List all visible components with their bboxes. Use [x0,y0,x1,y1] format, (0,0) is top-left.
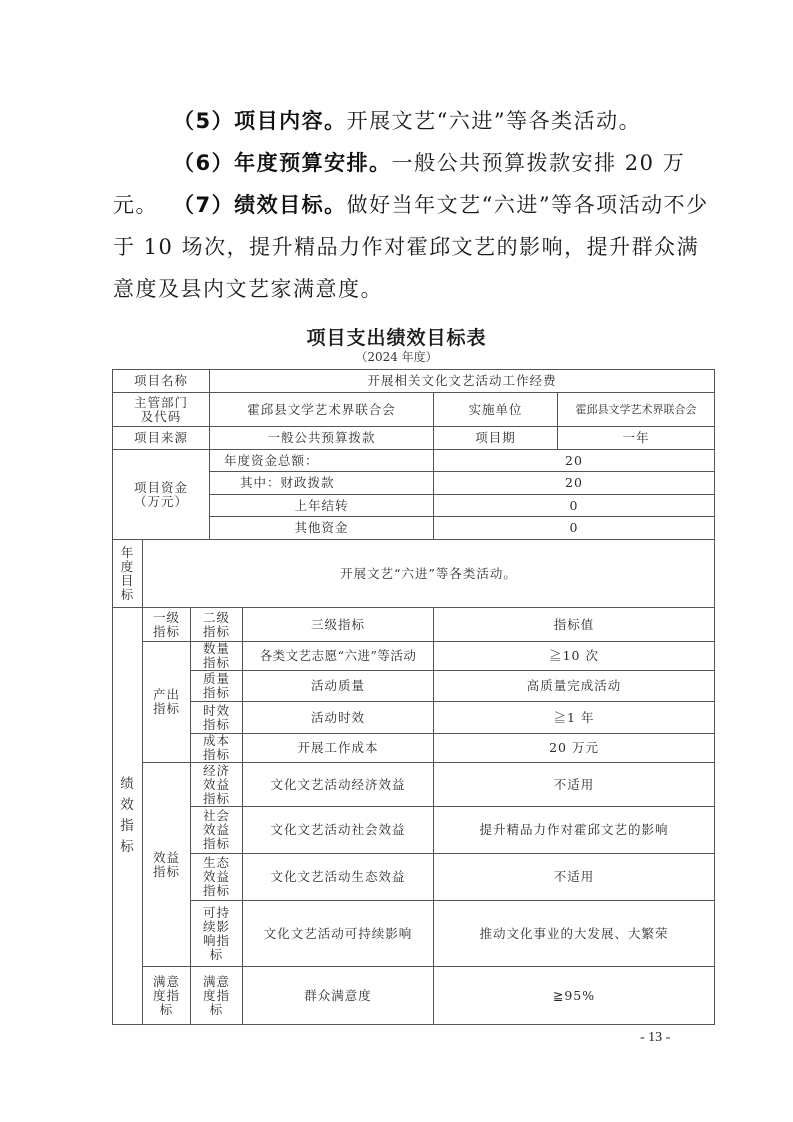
cell-text: 成本 指标 [202,733,230,762]
dept-label-line1: 主管部门 [133,394,188,410]
header-level1 [143,608,191,642]
page-number: - 13 - [640,1030,671,1045]
header-value: 指标值 [434,608,715,642]
period-value: 一年 [558,427,715,450]
benefit-value: 不适用 [434,854,715,901]
cell-text: 一级 指标 [152,609,180,639]
paragraph-performance-goal [113,184,713,310]
cell-text: 产出 指标 [152,687,180,716]
funds-total-label: 年度资金总额： [210,450,434,472]
perf-indicators-label-text: 绩 效 指 标 [120,776,135,855]
table-row [113,427,715,450]
cell-text: 时效 指标 [202,702,230,732]
benefit-level2 [191,763,243,807]
table-row [113,763,715,807]
cell-text: 效益 指标 [152,849,180,879]
cell-text: 经济 效益 指标 [202,762,230,806]
impl-label: 实施单位 [434,393,558,427]
table-row [113,370,715,393]
performance-target-table [112,369,715,1025]
cell-text: 生态 效益 指标 [202,855,230,898]
output-level3: 活动时效 [243,702,434,734]
output-value: 高质量完成活动 [434,671,715,702]
table-row [113,901,715,967]
table-row [113,450,715,472]
table-row [113,608,715,642]
dept-label [113,393,210,427]
header-level2 [191,608,243,642]
source-label: 项目来源 [113,427,210,450]
annual-goal-label [113,540,143,608]
funds-carryover-label: 上年结转 [210,495,434,517]
project-name-value: 开展相关文化文艺活动工作经费 [210,370,715,393]
satisfaction-level3: 群众满意度 [243,967,434,1025]
header-level3: 三级指标 [243,608,434,642]
funds-other-label: 其他资金 [210,517,434,540]
output-level2 [191,642,243,671]
table-row [113,393,715,427]
table-row [113,642,715,671]
output-value: 20 万元 [434,734,715,763]
table-subtitle: （2024 年度） [355,350,438,364]
benefit-level3: 文化文艺活动经济效益 [243,763,434,807]
funds-label [113,450,210,540]
impl-value: 霍邱县文学艺术界联合会 [558,393,715,427]
paragraph-heading: （6）年度预算安排。 [173,151,392,175]
period-label: 项目期 [434,427,558,450]
benefit-level2 [191,901,243,967]
satisfaction-level2 [191,967,243,1025]
benefit-level2 [191,807,243,854]
table-row [113,734,715,763]
funds-fiscal-value: 20 [434,472,715,495]
annual-goal-value: 开展文艺“六进”等各类活动。 [143,540,715,608]
benefit-value: 不适用 [434,763,715,807]
cell-text: 满意 度指 标 [202,973,230,1017]
output-level3: 活动质量 [243,671,434,702]
output-level2 [191,734,243,763]
funds-label-line1: 项目资金 [133,479,188,495]
cell-text: 可持 续影 响指 标 [202,904,230,962]
paragraph-body: 做好当年文艺“六进”等各项活动不少于 10 场次，提升精品力作对霍邱文艺的影响，提升群众满意度及县内文艺家满意度。 [113,193,709,301]
output-level2 [191,671,243,702]
table-row [113,540,715,608]
output-level3: 各类文艺志愿“六进”等活动 [243,642,434,671]
table-row [113,702,715,734]
benefit-value: 提升精品力作对霍邱文艺的影响 [434,807,715,854]
dept-value: 霍邱县文学艺术界联合会 [210,393,434,427]
project-name-label: 项目名称 [113,370,210,393]
output-value: ≧1 年 [434,702,715,734]
perf-indicators-label [113,608,143,1025]
funds-carryover-value: 0 [434,495,715,517]
funds-fiscal-label: 其中：财政拨款 [210,472,434,495]
benefit-level3: 文化文艺活动生态效益 [243,854,434,901]
source-value: 一般公共预算拨款 [210,427,434,450]
paragraph-heading: （5）项目内容。 [173,109,347,133]
funds-total-value: 20 [434,450,715,472]
output-level2 [191,702,243,734]
funds-label-line2: （万元） [133,493,188,509]
dept-label-line2: 及代码 [140,408,182,424]
paragraph-project-content [113,100,713,142]
paragraph-body: 一般公共预算拨款安排 20 万元。 [113,151,686,217]
table-row [113,671,715,702]
benefit-level3: 文化文艺活动可持续影响 [243,901,434,967]
output-value: ≧10 次 [434,642,715,671]
satisfaction-value: ≧95% [434,967,715,1025]
cell-text: 二级 指标 [202,609,230,639]
annual-goal-label-text: 年 度 目 标 [120,544,135,602]
cell-text: 满意 度指 标 [152,973,180,1017]
output-level3: 开展工作成本 [243,734,434,763]
table-row [113,967,715,1025]
benefit-value: 推动文化事业的大发展、大繁荣 [434,901,715,967]
funds-other-value: 0 [434,517,715,540]
output-indicators-label [143,642,191,763]
benefit-level2 [191,854,243,901]
table-row [113,854,715,901]
cell-text: 质量 指标 [202,671,230,700]
satisfaction-indicators-label [143,967,191,1025]
table-row [113,807,715,854]
benefit-level3: 文化文艺活动社会效益 [243,807,434,854]
cell-text: 数量 指标 [202,641,230,670]
benefit-indicators-label [143,763,191,967]
paragraph-heading: （7）绩效目标。 [173,193,347,217]
cell-text: 社会 效益 指标 [202,808,230,851]
paragraph-body: 开展文艺“六进”等各类活动。 [346,109,642,133]
table-title: 项目支出绩效目标表 [306,327,487,349]
